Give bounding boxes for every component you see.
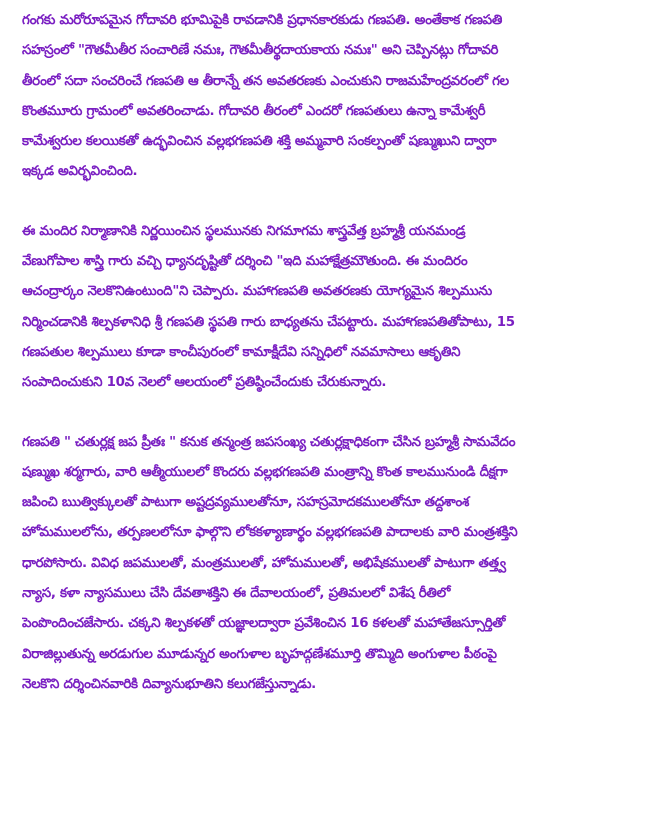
text-line: జపించి ఋత్విక్కులతో పాటుగా అష్టద్రవ్యములతోనూ, సహస్రమోదకములతోనూ తద్దశాంశ (22, 495, 470, 511)
text-line: సంపాదించుకుని 10వ నెలలో ఆలయంలో ప్రతిష్ఠించేందుకు చేరుకున్నారు. (22, 375, 387, 391)
text-line: షణ్ముఖ శర్మగారు, వారి ఆత్మీయులలో కొందరు వల్లభగణపతి మంత్రాన్ని కొంత కాలమునుండి దీక్షగా (22, 464, 508, 480)
text-line: కొంతమూరు గ్రామంలో అవతరించాడు. గోదావరి తీరంలో ఎందరో గణపతులు ఉన్నా కామేశ్వరీ (22, 103, 486, 119)
text-line: ఆచంద్రార్కం నెలకొనిఉంటుంది"ని చెప్పారు. మహాగణపతి అవతరణకు యోగ్యమైన శిల్పమును (22, 284, 493, 300)
paragraph-3 (22, 428, 643, 701)
text-line: ధారపోసారు. వివిధ జపములతో, మంత్రములతో, హోమములతో, అభిషేకములతో పాటుగా తత్త్వ (22, 555, 506, 571)
text-line: పెంపొందించజేసారు. చక్కని శిల్పకళతో యజ్ఞాలద్వారా ప్రవేశించిన 16 కళలతో మహాతేజస్సూర్తితో (22, 616, 506, 632)
text-line: విరాజిల్లుతున్న అరడుగుల మూడున్నర అంగుళాల బృహద్గణేశమూర్తి తొమ్మిది అంగుళాల పీఠంపై (22, 646, 497, 662)
text-line: వేణుగోపాల శాస్త్రి గారు వచ్చి ధ్యానదృష్టితో దర్శించి "ఇది మహాక్షేత్రమౌతుంది. ఈ మందిరం (22, 254, 468, 270)
text-line: నిర్మించడానికి శిల్పకళానిధి శ్రీ గణపతి స్థపతి గారు బాధ్యతను చేపట్టారు. మహాగణపతితోపాటు, 15 (22, 314, 515, 330)
text-line: గణపతుల శిల్పములు కూడా కాంచీపురంలో కామాక్షీదేవి సన్నిధిలో నవమాసాలు ఆకృతిని (22, 344, 461, 360)
text-line: నెలకొని దర్శించినవారికి దివ్యానుభూతిని కలుగజేస్తున్నాడు. (22, 676, 316, 692)
text-line: గణపతి " చతుర్లక్ష జప ప్రీతః " కనుక తన్మంత్ర జపసంఖ్య చతుర్లక్షాధికంగా చేసిన బ్రహ్మశ్రీ సామవేదం (22, 434, 516, 450)
text-line: గంగకు మరోరూపమైన గోదావరి భూమిపైకి రావడానికి ప్రధానకారకుడు గణపతి. అంతేకాక గణపతి (22, 13, 503, 28)
text-line: ఈ మందిర నిర్మాణానికి నిర్ణయించిన స్థలమునకు నిగమాగమ శాస్త్రవేత్త బ్రహ్మశ్రీ యనమండ్ర (22, 223, 466, 239)
text-line: కామేశ్వరుల కలయికతో ఉద్భవించిన వల్లభగణపతి శక్తి అమ్మవారి సంకల్పంతో షణ్ముఖుని ద్వారా (22, 134, 497, 150)
text-line: హోమములలోను, తర్పణలలోనూ ఫాల్గొని లోకకళ్యాణార్థం వల్లభగణపతి పాదాలకు వారి మంత్రశక్తిని (22, 525, 518, 541)
paragraph-2 (22, 217, 643, 399)
paragraph-1 (22, 6, 643, 188)
text-line: సహస్రంలో "గౌతమీతీర సంచారిణే నమః, గౌతమీతీర్థదాయకాయ నమః" అని చెప్పినట్లు గోదావరి (22, 43, 499, 59)
text-line: ఇక్కడ అవిర్భవించింది. (22, 164, 138, 180)
text-line: తీరంలో సదా సంచరించే గణపతి ఆ తీరాన్నే తన అవతరణకు ఎంచుకుని రాజమహేంద్రవరంలో గల (22, 73, 509, 89)
text-line: న్యాస, కళా న్యాసములు చేసి దేవతాశక్తిని ఈ దేవాలయంలో, ప్రతిమలలో విశేష రీతిలో (22, 586, 451, 602)
